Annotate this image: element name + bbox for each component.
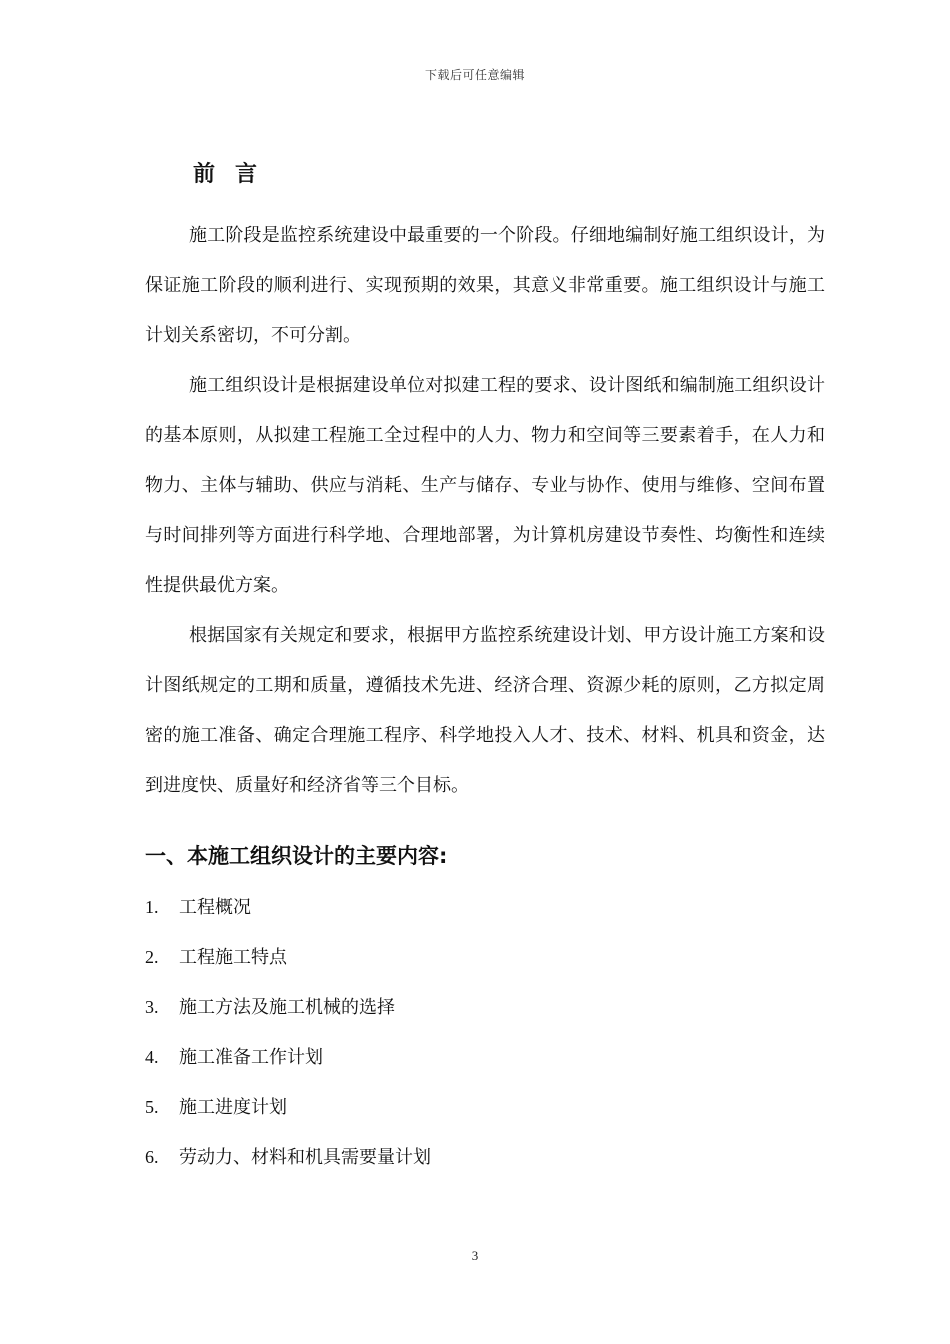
preface-paragraph-1: 施工阶段是监控系统建设中最重要的一个阶段。仔细地编制好施工组织设计，为保证施工阶段的顺利进行、实现预期的效果，其意义非常重要。施工组织设计与施工计划关系密切，不可分割。 (145, 225, 825, 346)
list-item-number: 6. (145, 1147, 159, 1167)
list-item-number: 2. (145, 947, 159, 967)
list-item (145, 1132, 431, 1182)
list-item-text: 劳动力、材料和机具需要量计划 (179, 1147, 431, 1168)
list-item (145, 1032, 431, 1082)
page-header: 下载后可任意编辑 (424, 68, 525, 82)
list-item-text: 施工进度计划 (179, 1097, 287, 1118)
list-item (145, 982, 431, 1032)
list-item-number: 4. (145, 1047, 159, 1067)
section-heading: 一、本施工组织设计的主要内容: (145, 844, 448, 868)
preface-paragraph-2: 施工组织设计是根据建设单位对拟建工程的要求、设计图纸和编制施工组织设计的基本原则，从拟建工程施工全过程中的人力、物力和空间等三要素着手，在人力和物力、主体与辅助、供应与消耗、生产与储存、专业与协作、使用与维修、空间布置与时间排列等方面进行科学地、合理地部署，为计算机房建设节奏性、均衡性和连续性提供最优方案。 (145, 375, 825, 596)
page-number: 3 (471, 1248, 479, 1263)
list-item-number: 3. (145, 997, 159, 1017)
contents-list (145, 882, 431, 1182)
list-item-text: 工程概况 (179, 897, 251, 918)
list-item (145, 932, 431, 982)
list-item-number: 1. (145, 897, 159, 917)
list-item-text: 工程施工特点 (179, 947, 287, 968)
list-item-text: 施工方法及施工机械的选择 (179, 997, 395, 1018)
list-item-number: 5. (145, 1097, 159, 1117)
preface-title: 前言 (193, 162, 278, 187)
list-item (145, 1082, 431, 1132)
preface-paragraph-3: 根据国家有关规定和要求，根据甲方监控系统建设计划、甲方设计施工方案和设计图纸规定的工期和质量，遵循技术先进、经济合理、资源少耗的原则，乙方拟定周密的施工准备、确定合理施工程序、科学地投入人才、技术、材料、机具和资金，达到进度快、质量好和经济省等三个目标。 (145, 625, 825, 796)
list-item-text: 施工准备工作计划 (179, 1047, 323, 1068)
list-item (145, 882, 431, 932)
